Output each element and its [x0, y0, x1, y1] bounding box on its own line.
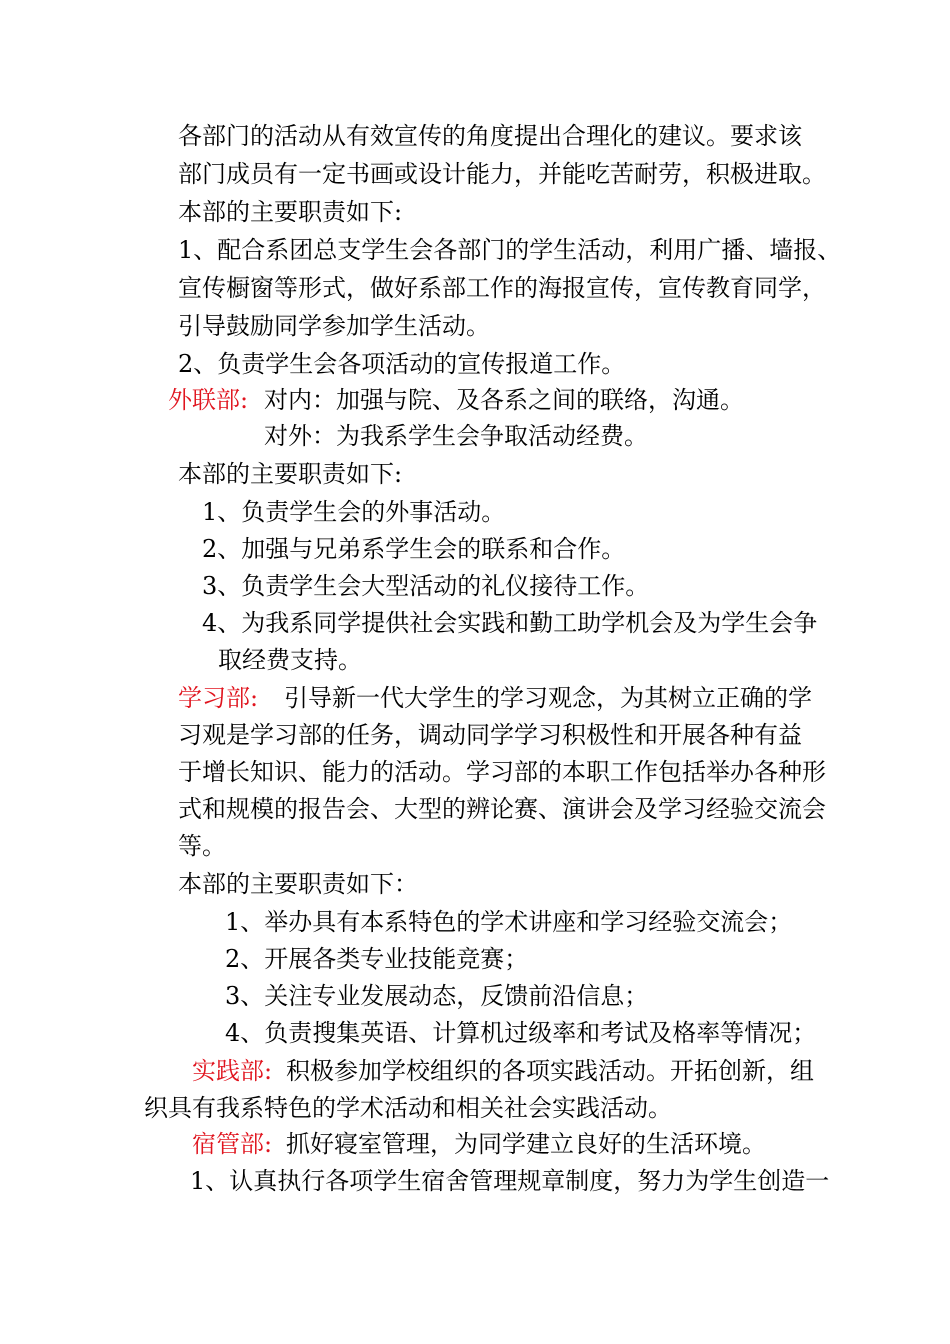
paragraph-line: 1、配合系团总支学生会各部门的学生活动，利用广播、墙报、	[178, 236, 842, 264]
paragraph-line: 织具有我系特色的学术活动和相关社会实践活动。	[144, 1094, 672, 1122]
paragraph-line: 引导新一代大学生的学习观念，为其树立正确的学	[284, 684, 812, 712]
paragraph-line: 2、负责学生会各项活动的宣传报道工作。	[178, 350, 626, 378]
paragraph-line: 各部门的活动从有效宣传的角度提出合理化的建议。要求该	[178, 122, 802, 150]
paragraph-line: 对内：加强与院、及各系之间的联络，沟通。	[264, 386, 744, 414]
list-item-continued: 取经费支持。	[218, 646, 362, 674]
list-item: 4、为我系同学提供社会实践和勤工助学机会及为学生会争	[202, 609, 818, 637]
section-heading-waimian: 外联部:	[168, 386, 249, 414]
paragraph-line: 习观是学习部的任务，调动同学学习积极性和开展各种有益	[178, 721, 802, 749]
paragraph-line: 式和规模的报告会、大型的辨论赛、演讲会及学习经验交流会	[178, 795, 826, 823]
paragraph-line: 部门成员有一定书画或设计能力，并能吃苦耐劳，积极进取。	[178, 160, 826, 188]
paragraph-line: 等。	[178, 832, 226, 860]
section-heading-shijian: 实践部:	[192, 1057, 273, 1085]
list-item: 3、关注专业发展动态，反馈前沿信息；	[225, 982, 649, 1010]
list-item: 4、负责搜集英语、计算机过级率和考试及格率等情况；	[225, 1019, 817, 1047]
list-item: 3、负责学生会大型活动的礼仪接待工作。	[202, 572, 650, 600]
paragraph-line: 本部的主要职责如下:	[178, 198, 403, 226]
paragraph-line: 积极参加学校组织的各项实践活动。开拓创新，组	[286, 1057, 814, 1085]
duties-title: 本部的主要职责如下:	[178, 460, 403, 488]
paragraph-line: 抓好寝室管理，为同学建立良好的生活环境。	[286, 1130, 766, 1158]
paragraph-line: 宣传橱窗等形式，做好系部工作的海报宣传，宣传教育同学，	[178, 274, 826, 302]
list-item: 2、开展各类专业技能竞赛；	[225, 945, 529, 973]
section-heading-xuexi: 学习部:	[178, 684, 259, 712]
paragraph-line: 于增长知识、能力的活动。学习部的本职工作包括举办各种形	[178, 758, 826, 786]
section-heading-suguan: 宿管部:	[192, 1130, 273, 1158]
duties-title: 本部的主要职责如下：	[178, 870, 418, 898]
list-item: 1、认真执行各项学生宿舍管理规章制度，努力为学生创造一	[190, 1167, 830, 1195]
list-item: 1、举办具有本系特色的学术讲座和学习经验交流会；	[225, 908, 793, 936]
list-item: 2、加强与兄弟系学生会的联系和合作。	[202, 535, 626, 563]
paragraph-line: 对外：为我系学生会争取活动经费。	[264, 422, 648, 450]
paragraph-line: 引导鼓励同学参加学生活动。	[178, 312, 490, 340]
list-item: 1、负责学生会的外事活动。	[202, 498, 506, 526]
